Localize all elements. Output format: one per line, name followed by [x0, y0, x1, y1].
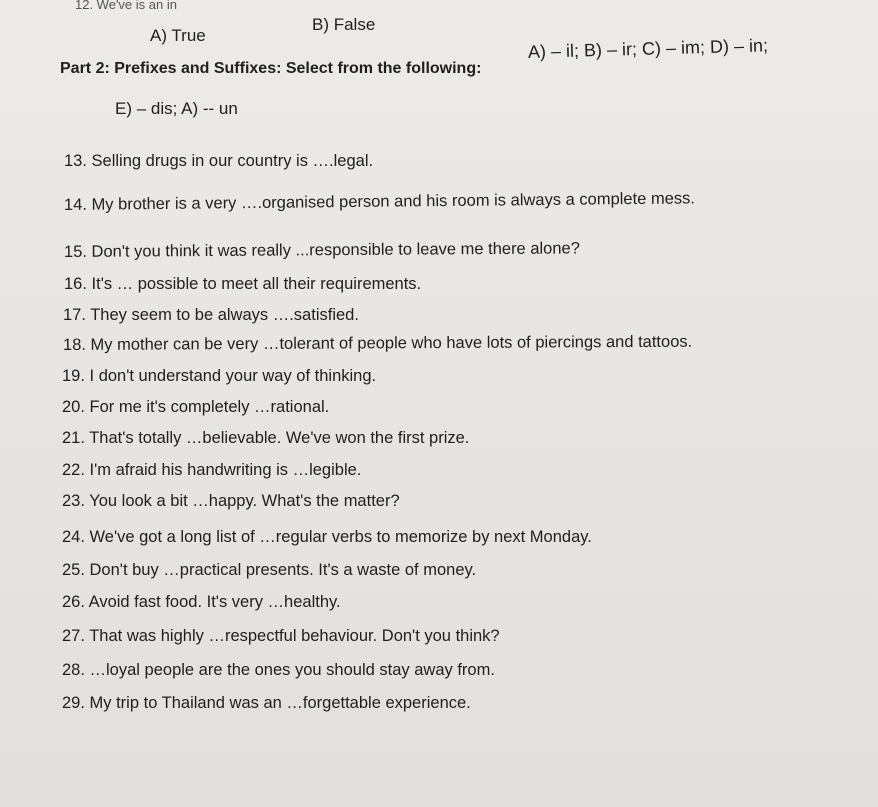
partial-question-12: 12. We've is an in [75, 0, 177, 12]
question-24: 24. We've got a long list of …regular verbs to memorize by next Monday. [62, 528, 592, 546]
question-23: 23. You look a bit …happy. What's the matter? [62, 492, 400, 510]
part2-choices-line1: A) – il; B) – ir; C) – im; D) – in; [527, 35, 769, 62]
question-18: 18. My mother can be very …tolerant of people who have lots of piercings and tattoos. [62, 332, 693, 354]
question-14: 14. My brother is a very ….organised person and his room is always a complete mess. [63, 189, 696, 214]
question-16: 16. It's … possible to meet all their requirements. [64, 275, 422, 293]
question-15: 15. Don't you think it was really ...responsible to leave me there alone? [63, 239, 580, 261]
question-29: 29. My trip to Thailand was an …forgettable experience. [62, 694, 471, 712]
option-true: A) True [150, 26, 206, 45]
question-22: 22. I'm afraid his handwriting is …legible. [62, 461, 362, 479]
question-21: 21. That's totally …believable. We've won the first prize. [62, 429, 470, 447]
question-27: 27. That was highly …respectful behaviour. Don't you think? [62, 627, 500, 645]
part2-heading: Part 2: Prefixes and Suffixes: Select from the following: [60, 60, 482, 77]
question-20: 20. For me it's completely …rational. [62, 398, 330, 416]
question-26: 26. Avoid fast food. It's very …healthy. [62, 593, 341, 611]
question-19: 19. I don't understand your way of thinking. [62, 367, 377, 385]
question-28: 28. …loyal people are the ones you should stay away from. [62, 661, 495, 679]
question-25: 25. Don't buy …practical presents. It's a waste of money. [62, 561, 477, 579]
question-17: 17. They seem to be always ….satisfied. [63, 306, 359, 324]
part2-choices-line2: E) – dis; A) -- un [115, 99, 238, 118]
question-13: 13. Selling drugs in our country is ….legal. [64, 152, 374, 170]
option-false: B) False [312, 15, 376, 34]
